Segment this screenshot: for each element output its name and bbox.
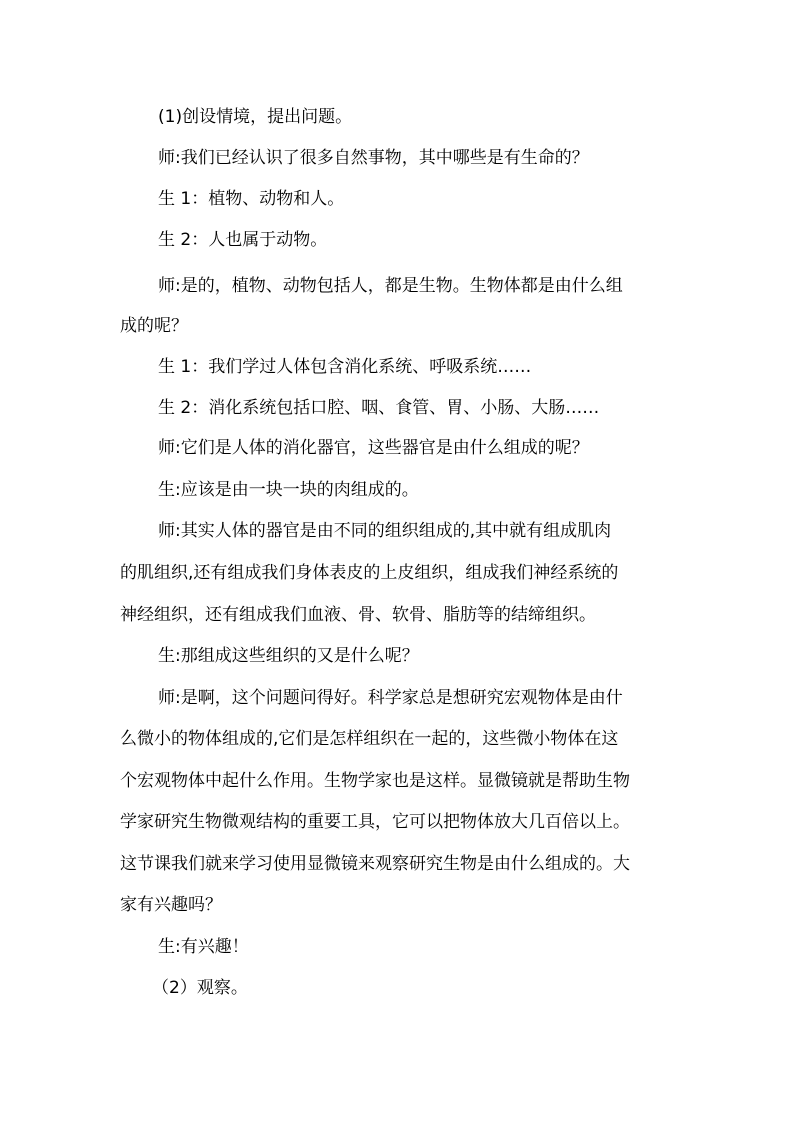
- dialogue-line: 生 1：我们学过人体包含消化系统、呼吸系统……: [158, 357, 532, 377]
- dialogue-line: 生:应该是由一块一块的肉组成的。: [158, 480, 419, 500]
- dialogue-line: 师:其实人体的器官是由不同的组织组成的,其中就有组成肌肉: [158, 521, 612, 541]
- dialogue-line-continued: 家有兴趣吗？: [120, 895, 222, 915]
- dialogue-line-continued: 成的呢？: [120, 316, 188, 336]
- dialogue-line: 生:那组成这些组织的又是什么呢？: [158, 646, 419, 666]
- dialogue-line: 生:有兴趣！: [158, 937, 249, 957]
- dialogue-line-continued: 的肌组织,还有组成我们身体表皮的上皮组织，组成我们神经系统的: [120, 563, 619, 583]
- dialogue-line-continued: 么微小的物体组成的,它们是怎样组织在一起的，这些微小物体在这: [120, 729, 619, 749]
- dialogue-line: 师:是啊，这个问题问得好。科学家总是想研究宏观物体是由什: [158, 688, 623, 708]
- dialogue-line-continued: 个宏观物体中起什么作用。生物学家也是这样。显微镜就是帮助生物: [120, 771, 630, 791]
- dialogue-line: 生 1：植物、动物和人。: [158, 189, 345, 209]
- dialogue-line: 生 2：人也属于动物。: [158, 230, 328, 250]
- section-heading-1: (1)创设情境，提出问题。: [158, 107, 353, 127]
- section-heading-2: （2）观察。: [152, 978, 248, 998]
- dialogue-line: 师:它们是人体的消化器官，这些器官是由什么组成的呢？: [158, 438, 589, 458]
- dialogue-line-continued: 这节课我们就来学习使用显微镜来观察研究生物是由什么组成的。大: [120, 854, 630, 874]
- dialogue-line: 师:我们已经认识了很多自然事物，其中哪些是有生命的？: [158, 148, 589, 168]
- dialogue-line: 师:是的，植物、动物包括人，都是生物。生物体都是由什么组: [158, 276, 623, 296]
- dialogue-line-continued: 神经组织，还有组成我们血液、骨、软骨、脂肪等的结缔组织。: [120, 605, 596, 625]
- dialogue-line-continued: 学家研究生物微观结构的重要工具，它可以把物体放大几百倍以上。: [120, 812, 630, 832]
- dialogue-line: 生 2：消化系统包括口腔、咽、食管、胃、小肠、大肠……: [158, 398, 600, 418]
